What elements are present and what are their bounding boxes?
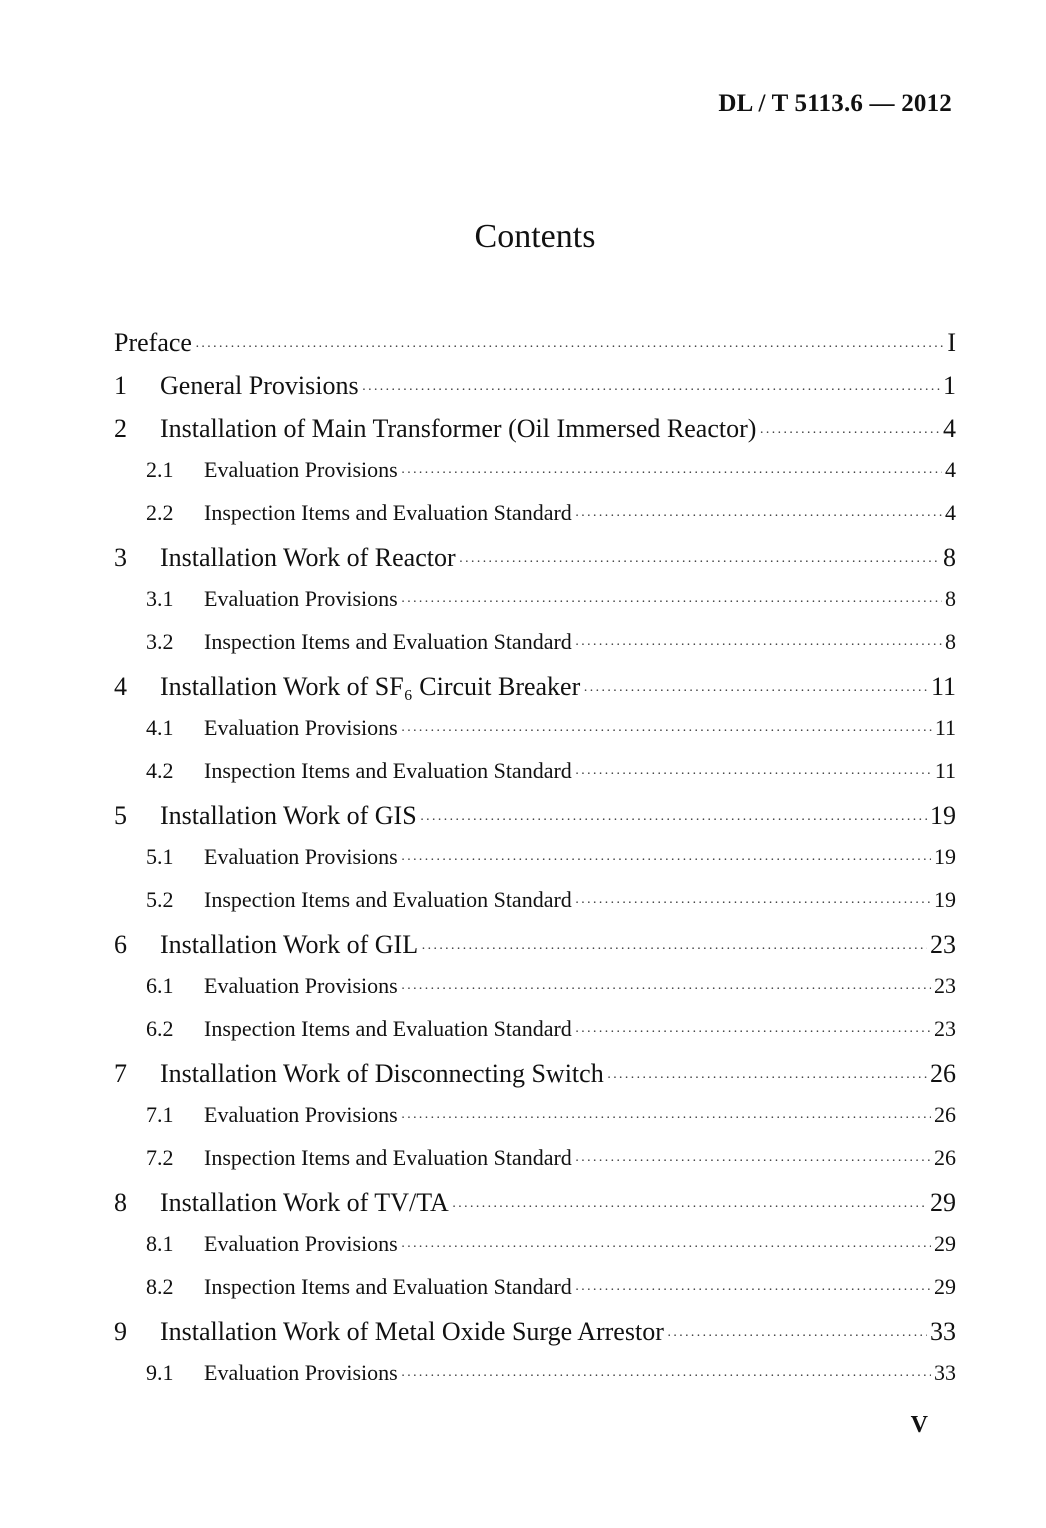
toc-chapter-entry[interactable] xyxy=(114,371,956,414)
toc-section-entry[interactable] xyxy=(114,1016,956,1059)
page-title: Contents xyxy=(474,218,596,255)
toc-entry-label: Evaluation Provisions xyxy=(204,1231,398,1256)
toc-chapter-entry[interactable] xyxy=(114,672,956,715)
toc-chapter-entry[interactable] xyxy=(114,930,956,973)
toc-entry-page: 26 xyxy=(934,1145,956,1170)
toc-section-entry[interactable] xyxy=(114,715,956,758)
toc-entry-page: 23 xyxy=(930,930,956,959)
toc-entry-label: Inspection Items and Evaluation Standard xyxy=(204,500,572,525)
toc-entry-label: Installation Work of Reactor xyxy=(160,543,456,572)
leader-dots xyxy=(421,942,927,958)
toc-section-entry[interactable] xyxy=(114,1102,956,1145)
toc-entry-page: 29 xyxy=(930,1188,956,1217)
toc-entry-label: Inspection Items and Evaluation Standard xyxy=(204,887,572,912)
toc-entry-label: Evaluation Provisions xyxy=(204,1102,398,1127)
toc-entry-label: Evaluation Provisions xyxy=(204,457,398,482)
leader-dots xyxy=(759,426,940,442)
toc-entry-page: 19 xyxy=(930,801,956,830)
toc-entry-number: 5.2 xyxy=(146,887,174,912)
toc-entry-page: 26 xyxy=(930,1059,956,1088)
leader-dots xyxy=(575,1283,931,1299)
toc-entry-page: 8 xyxy=(945,629,956,654)
toc-entry-page: 23 xyxy=(934,973,956,998)
toc-chapter-entry[interactable] xyxy=(114,1317,956,1360)
toc-entry-number: 2 xyxy=(114,414,127,443)
toc-entry-page: 1 xyxy=(943,371,956,400)
toc-entry-number: 3.1 xyxy=(146,586,174,611)
toc-section-entry[interactable] xyxy=(114,457,956,500)
toc-section-entry[interactable] xyxy=(114,758,956,801)
toc-chapter-entry[interactable] xyxy=(114,801,956,844)
toc-entry-number: 3 xyxy=(114,543,127,572)
leader-dots xyxy=(401,982,931,998)
leader-dots xyxy=(583,684,928,700)
toc-entry-label: Evaluation Provisions xyxy=(204,715,398,740)
toc-entry-label: Evaluation Provisions xyxy=(204,844,398,869)
toc-chapter-entry[interactable] xyxy=(114,1188,956,1231)
leader-dots xyxy=(575,1154,931,1170)
toc-entry-page: 19 xyxy=(934,844,956,869)
toc-entry-number: 8.1 xyxy=(146,1231,174,1256)
toc-entry-number: 6 xyxy=(114,930,127,959)
toc-entry-number: 5 xyxy=(114,801,127,830)
toc-entry-page: 11 xyxy=(930,672,956,701)
table-of-contents xyxy=(114,328,956,1403)
leader-dots xyxy=(575,896,931,912)
toc-entry-label: General Provisions xyxy=(160,371,359,400)
toc-section-entry[interactable] xyxy=(114,1231,956,1274)
toc-entry-number: 1 xyxy=(114,371,127,400)
toc-entry-page: 11 xyxy=(934,715,956,740)
toc-entry-number: 4.1 xyxy=(146,715,174,740)
toc-entry-number: 5.1 xyxy=(146,844,174,869)
toc-entry-label: Installation Work of SF₆ Circuit Breaker xyxy=(160,672,581,701)
toc-entry-page: 33 xyxy=(934,1360,956,1385)
leader-dots xyxy=(401,595,942,611)
toc-entry-number: 7 xyxy=(114,1059,127,1088)
toc-section-entry[interactable] xyxy=(114,500,956,543)
toc-entry-number: 9.1 xyxy=(146,1360,174,1385)
toc-entry-page: I xyxy=(947,328,956,357)
toc-entry-label: Evaluation Provisions xyxy=(204,1360,398,1385)
toc-entry-label: Inspection Items and Evaluation Standard xyxy=(204,629,572,654)
leader-dots xyxy=(195,340,944,356)
leader-dots xyxy=(452,1200,927,1216)
leader-dots xyxy=(420,813,927,829)
toc-chapter-entry[interactable] xyxy=(114,1059,956,1102)
toc-section-entry[interactable] xyxy=(114,1360,956,1403)
toc-chapter-entry[interactable] xyxy=(114,414,956,457)
leader-dots xyxy=(607,1071,927,1087)
page-folio: V xyxy=(910,1412,928,1438)
toc-entries xyxy=(114,371,956,1403)
toc-entry-page: 29 xyxy=(934,1274,956,1299)
toc-entry-label: Inspection Items and Evaluation Standard xyxy=(204,1016,572,1041)
toc-entry-page: 26 xyxy=(934,1102,956,1127)
toc-entry-label: Inspection Items and Evaluation Standard xyxy=(204,1145,572,1170)
toc-entry-number: 6.1 xyxy=(146,973,174,998)
toc-entry-label: Installation Work of Disconnecting Switch xyxy=(160,1059,604,1088)
toc-chapter-entry[interactable] xyxy=(114,543,956,586)
leader-dots xyxy=(362,383,940,399)
toc-entry-number: 8 xyxy=(114,1188,127,1217)
toc-entry-number: 2.1 xyxy=(146,457,174,482)
toc-section-entry[interactable] xyxy=(114,1145,956,1188)
toc-entry-label: Installation Work of Metal Oxide Surge Arrestor xyxy=(160,1317,664,1346)
toc-entry-label: Installation of Main Transformer (Oil Immersed Reactor) xyxy=(160,414,757,443)
leader-dots xyxy=(575,1025,931,1041)
toc-entry-number: 2.2 xyxy=(146,500,174,525)
toc-entry-number: 4.2 xyxy=(146,758,174,783)
leader-dots xyxy=(401,1111,931,1127)
toc-entry-page: 8 xyxy=(945,586,956,611)
toc-section-entry[interactable] xyxy=(114,973,956,1016)
toc-entry-page: 4 xyxy=(943,414,956,443)
toc-entry-label: Evaluation Provisions xyxy=(204,586,398,611)
standard-code: DL / T 5113.6 — 2012 xyxy=(718,90,952,117)
toc-entry-page: 11 xyxy=(934,758,956,783)
toc-entry-number: 9 xyxy=(114,1317,127,1346)
toc-entry-number: 7.2 xyxy=(146,1145,174,1170)
toc-section-entry[interactable] xyxy=(114,586,956,629)
toc-entry-page: 29 xyxy=(934,1231,956,1256)
toc-entry-label: Installation Work of GIL xyxy=(160,930,419,959)
toc-section-entry[interactable] xyxy=(114,1274,956,1317)
leader-dots xyxy=(401,466,942,482)
toc-entry-page: 8 xyxy=(943,543,956,572)
toc-entry-page: 4 xyxy=(945,457,956,482)
leader-dots xyxy=(575,509,942,525)
toc-entry-page: 19 xyxy=(934,887,956,912)
leader-dots xyxy=(401,1369,931,1385)
toc-entry-number: 7.1 xyxy=(146,1102,174,1127)
leader-dots xyxy=(667,1329,927,1345)
toc-entry-page: 23 xyxy=(934,1016,956,1041)
leader-dots xyxy=(459,555,940,571)
toc-entry-label: Evaluation Provisions xyxy=(204,973,398,998)
toc-entry-label: Inspection Items and Evaluation Standard xyxy=(204,1274,572,1299)
toc-section-entry[interactable] xyxy=(114,844,956,887)
toc-entry-label: Preface xyxy=(114,328,192,357)
toc-entry-label: Inspection Items and Evaluation Standard xyxy=(204,758,572,783)
leader-dots xyxy=(401,853,931,869)
toc-entry-number: 4 xyxy=(114,672,127,701)
toc-entry-page: 4 xyxy=(945,500,956,525)
leader-dots xyxy=(401,1240,931,1256)
toc-entry-number: 3.2 xyxy=(146,629,174,654)
leader-dots xyxy=(575,767,932,783)
leader-dots xyxy=(401,724,932,740)
toc-entry-number: 8.2 xyxy=(146,1274,174,1299)
toc-section-entry[interactable] xyxy=(114,629,956,672)
toc-entry-label: Installation Work of GIS xyxy=(160,801,417,830)
toc-entry-label: Installation Work of TV/TA xyxy=(160,1188,449,1217)
toc-section-entry[interactable] xyxy=(114,887,956,930)
toc-entry-preface[interactable] xyxy=(114,328,956,371)
leader-dots xyxy=(575,638,942,654)
toc-entry-number: 6.2 xyxy=(146,1016,174,1041)
toc-entry-page: 33 xyxy=(930,1317,956,1346)
